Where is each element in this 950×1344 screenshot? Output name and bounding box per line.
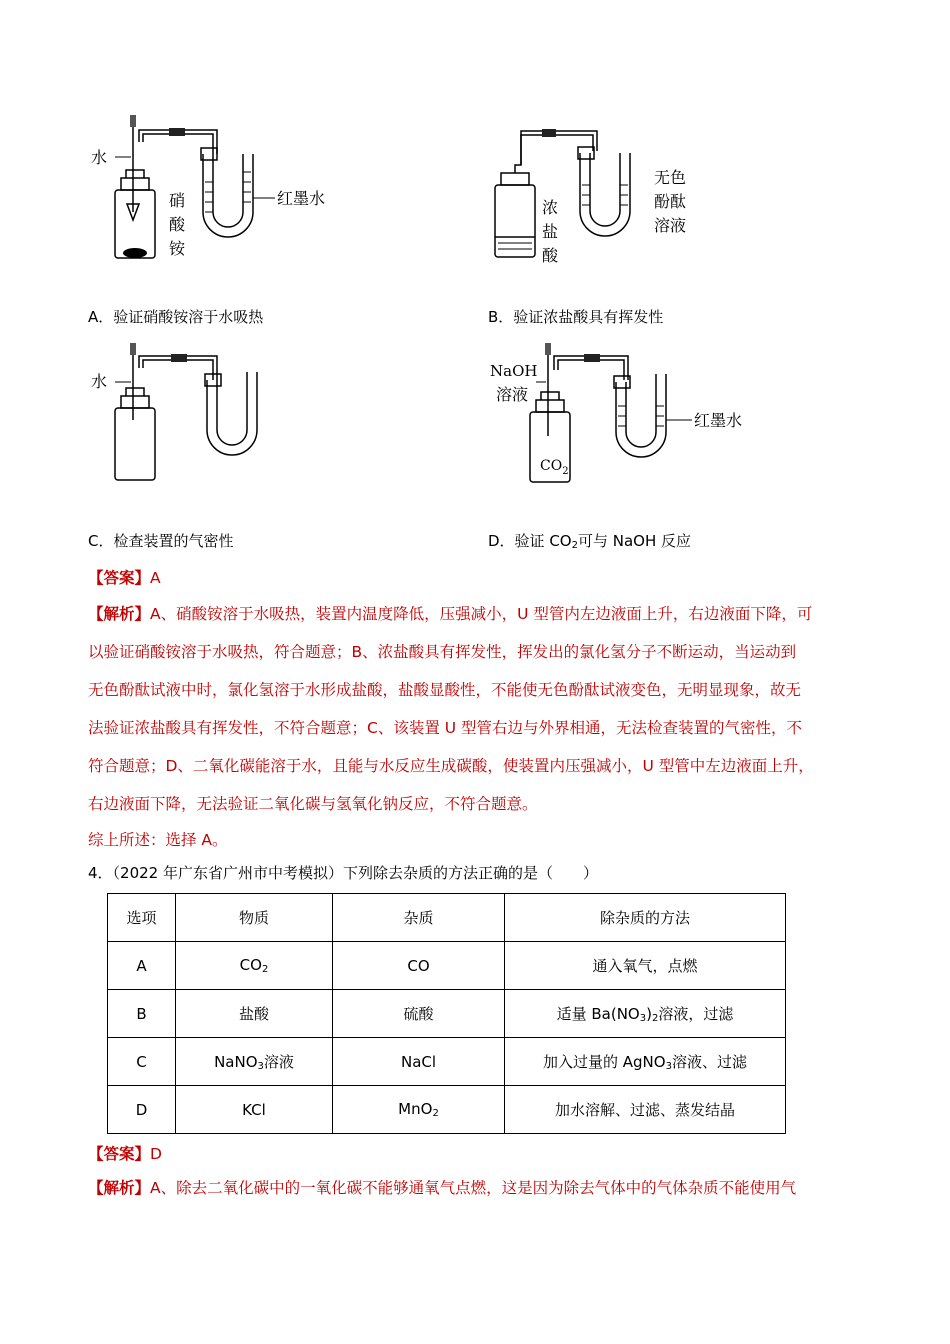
fig-c-water-label: 水 [91, 372, 108, 391]
fig-b-reagent-1: 浓 [542, 198, 559, 217]
row-c-substance: NaNO$_3$溶液 [176, 1038, 333, 1086]
q3-analysis-line-5: 符合题意；D、二氧化碳能溶于水，且能与水反应生成碳酸，使装置内压强减小，U 型管中左边液面上升， [88, 757, 814, 775]
header-method: 除杂质的方法 [505, 894, 786, 942]
row-c-method: 加入过量的 AgNO$_3$溶液、过滤 [505, 1038, 786, 1086]
row-b-method: 适量 $Ba(NO_3)_2$溶液，过滤 [505, 990, 786, 1038]
figure-b-apparatus [490, 125, 710, 270]
row-a-impurity: CO [333, 942, 505, 990]
q3-answer: 【答案】A [88, 569, 161, 587]
header-option: 选项 [108, 894, 176, 942]
q3-analysis-line-2: 以验证硝酸铵溶于水吸热，符合题意；B、浓盐酸具有挥发性，挥发出的氯化氢分子不断运动，当运动到 [88, 643, 797, 661]
row-d-impurity: MnO$_2$ [333, 1086, 505, 1134]
fig-d-liquid-label: 红墨水 [694, 411, 743, 430]
fig-a-reagent-3: 铵 [169, 239, 186, 258]
caption-b: B．验证浓盐酸具有挥发性 [488, 308, 664, 326]
q3-analysis-line-1: 【解析】A、硝酸铵溶于水吸热，装置内温度降低，压强减小，U 型管内左边液面上升，右边液面下降，可 [88, 605, 813, 623]
table-row [108, 990, 786, 1038]
row-a-substance: $CO_2$ [176, 942, 333, 990]
fig-a-reagent-1: 硝 [169, 191, 186, 210]
q3-analysis-line-6: 右边液面下降，无法验证二氧化碳与氢氧化钠反应，不符合题意。 [88, 795, 538, 813]
row-a-method: 通入氧气，点燃 [505, 942, 786, 990]
fig-d-reagent-1: NaOH [490, 362, 538, 380]
q3-analysis-line-3: 无色酚酞试液中时，氯化氢溶于水形成盐酸，盐酸显酸性，不能使无色酚酞试液变色，无明显现象，故无 [88, 681, 802, 699]
fig-d-gas-label: $CO_2$ [540, 458, 569, 477]
fig-d-reagent-2: 溶液 [496, 385, 529, 404]
q4-stem: 4．（2022 年广东省广州市中考模拟）下列除去杂质的方法正确的是（ ） [88, 864, 598, 882]
row-a-option: A [108, 942, 176, 990]
row-b-substance: 盐酸 [176, 990, 333, 1038]
fig-b-liquid-1: 无色 [654, 168, 687, 187]
row-c-option: C [108, 1038, 176, 1086]
fig-a-liquid-label: 红墨水 [277, 189, 326, 208]
header-substance: 物质 [176, 894, 333, 942]
q3-summary: 综上所述：选择 A。 [88, 831, 228, 849]
fig-b-reagent-3: 酸 [542, 246, 559, 265]
fig-b-reagent-2: 盐 [542, 222, 559, 241]
row-d-option: D [108, 1086, 176, 1134]
row-c-impurity: NaCl [333, 1038, 505, 1086]
caption-a: A．验证硝酸铵溶于水吸热 [88, 308, 264, 326]
figure-c-apparatus [85, 340, 285, 485]
table-row [108, 1038, 786, 1086]
row-d-method: 加水溶解、过滤、蒸发结晶 [505, 1086, 786, 1134]
header-impurity: 杂质 [333, 894, 505, 942]
q4-answer: 【答案】D [88, 1145, 162, 1163]
caption-d: D．验证 $CO_2$可与 NaOH 反应 [488, 532, 692, 551]
fig-b-liquid-3: 溶液 [654, 216, 687, 235]
table-row [108, 942, 786, 990]
figure-a-apparatus [85, 112, 345, 272]
q4-analysis-line-1: 【解析】A、除去二氧化碳中的一氧化碳不能够通氧气点燃，这是因为除去气体中的气体杂质不能使用气 [88, 1179, 797, 1197]
fig-a-reagent-2: 酸 [169, 215, 186, 234]
row-d-substance: KCl [176, 1086, 333, 1134]
q3-analysis-line-4: 法验证浓盐酸具有挥发性，不符合题意；C、该装置 U 型管右边与外界相通，无法检查装置的气密性，不 [88, 719, 803, 737]
caption-c: C．检查装置的气密性 [88, 532, 234, 550]
fig-a-water-label: 水 [91, 148, 108, 167]
table-header-row [108, 894, 786, 942]
fig-b-liquid-2: 酚酞 [654, 192, 687, 211]
figure-d-apparatus [488, 340, 758, 485]
q4-options-table [107, 893, 786, 1134]
row-b-option: B [108, 990, 176, 1038]
table-row [108, 1086, 786, 1134]
row-b-impurity: 硫酸 [333, 990, 505, 1038]
